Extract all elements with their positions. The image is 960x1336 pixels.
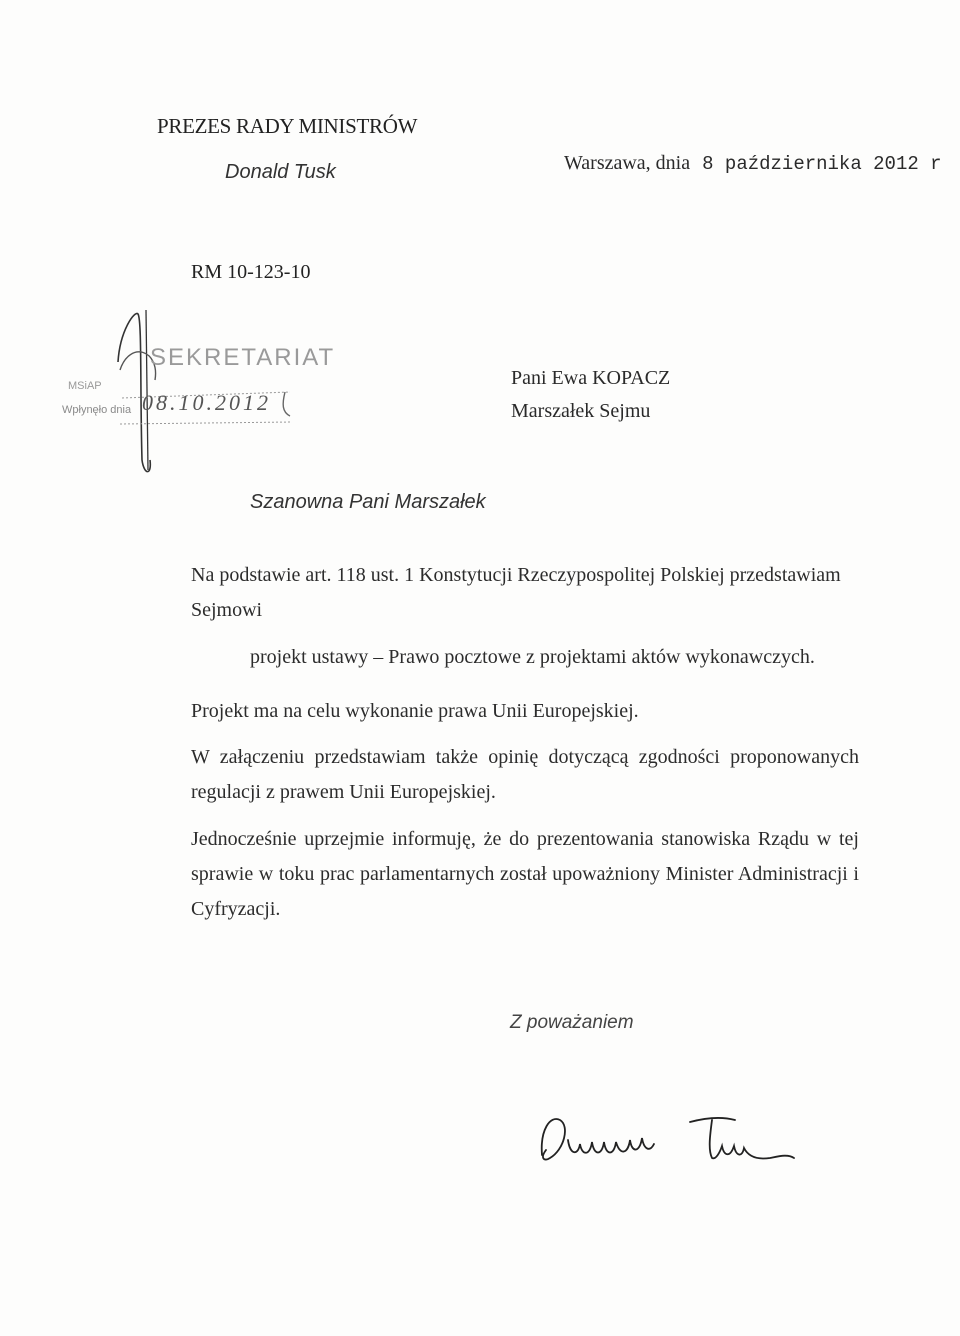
stamp-title: SEKRETARIAT [150,344,336,371]
paragraph-purpose: Projekt ma na celu wykonanie prawa Unii Europejskiej. [191,700,639,722]
stamp-received-label: Wpłynęło dnia [62,404,132,416]
date-line [564,152,942,175]
letter-date: 8 października 2012 r [702,153,942,175]
handwritten-signature [530,1100,800,1180]
paragraph-bill-title: projekt ustawy – Prawo pocztowe z projektami aktów wykonawczych. [250,646,815,668]
place-prefix: Warszawa, dnia [564,152,691,174]
received-stamp [60,300,360,480]
closing-phrase: Z poważaniem [510,1012,634,1033]
salutation: Szanowna Pani Marszałek [250,491,486,513]
paragraph-legal-basis: Na podstawie art. 118 ust. 1 Konstytucji Rzeczypospolitej Polskiej przedstawiam Sejmowi [191,564,841,621]
paragraph-representative: Jednocześnie uprzejmie informuję, że do prezentowania stanowiska Rządu w tej sprawie w toku prac parlamentarnych został upoważniony Minister Administracji i Cyfryzacji. [191,828,859,920]
addressee-title: Marszałek Sejmu [511,400,651,422]
stamp-org: MSiAP [68,380,102,392]
paragraph-attachment: W załączeniu przedstawiam także opinię dotyczącą zgodności proponowanych regulacji z prawem Unii Europejskiej. [191,746,859,803]
reference-number: RM 10-123-10 [191,261,311,283]
addressee-block [511,362,670,428]
prime-minister-name: Donald Tusk [225,161,336,183]
stamp-received-date: 08.10.2012 [142,390,271,415]
office-title: PREZES RADY MINISTRÓW [157,114,418,138]
addressee-name: Pani Ewa KOPACZ [511,367,671,389]
